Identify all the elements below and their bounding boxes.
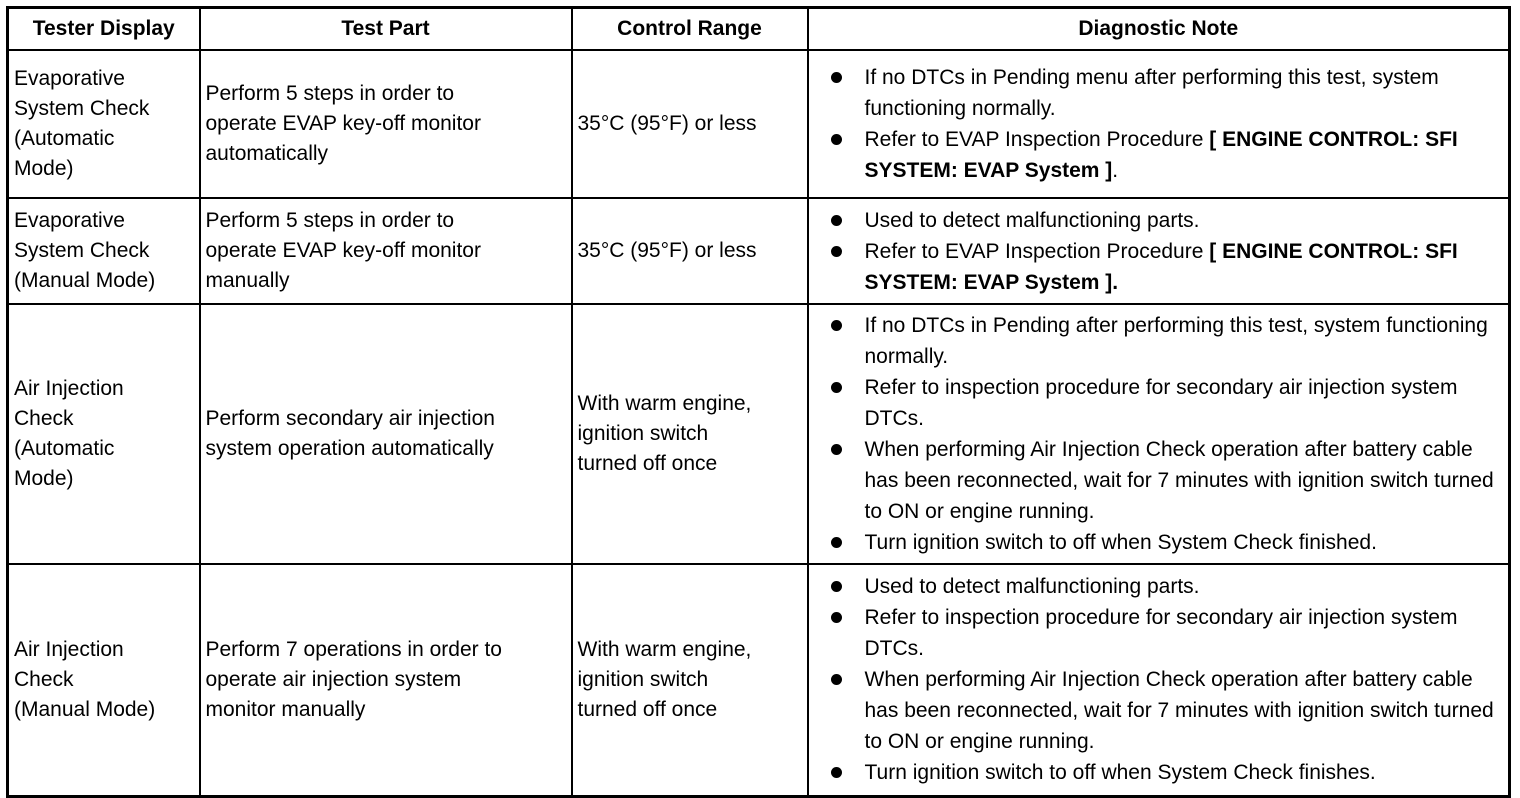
test-part-cell	[200, 304, 572, 564]
test-part-cell	[200, 198, 572, 304]
test-part-cell-line: automatically	[205, 142, 329, 165]
tester-display-cell-line: Evaporative	[14, 209, 125, 232]
note-item	[831, 571, 1503, 602]
diagnostic-note-cell	[808, 50, 1510, 198]
test-part-cell-line: Perform secondary air injection	[205, 407, 495, 430]
note-text: When performing Air Injection Check operation after battery cable has been reconnected, wait for 7 minutes with ignition switch turned to ON or engine running.	[864, 668, 1494, 754]
diagnostic-note-cell	[808, 198, 1510, 304]
bullet-icon	[831, 72, 842, 83]
test-part-cell-line: Perform 5 steps in order to	[205, 209, 455, 232]
bullet-icon	[831, 134, 842, 145]
control-range-cell-line: turned off once	[577, 697, 718, 721]
tester-display-cell-line: (Automatic	[14, 127, 115, 150]
note-item	[831, 757, 1503, 788]
note-text: If no DTCs in Pending menu after performing this test, system functioning normally.	[864, 66, 1439, 120]
test-part-cell	[200, 50, 572, 198]
note-item	[831, 602, 1503, 664]
table-row	[8, 564, 1510, 796]
bullet-icon	[831, 246, 842, 257]
tester-display-cell-line: Check	[14, 667, 74, 691]
tester-display-cell-line: Air Injection	[14, 637, 124, 661]
table-row	[8, 304, 1510, 564]
tester-display-cell-line: System Check	[14, 97, 150, 120]
note-item	[831, 62, 1503, 124]
tester-display-cell-line: Check	[14, 407, 74, 430]
bullet-icon	[831, 537, 842, 548]
note-item	[831, 434, 1503, 527]
tester-display-cell-line: Mode)	[14, 157, 74, 180]
note-text: Refer to inspection procedure for secondary air injection system DTCs.	[864, 606, 1458, 661]
note-list	[831, 205, 1503, 298]
note-text: Refer to EVAP Inspection Procedure	[864, 128, 1210, 151]
test-part-cell-line: system operation automatically	[205, 437, 494, 460]
header-control-range: Control Range	[572, 8, 808, 51]
note-text: Used to detect malfunctioning parts.	[864, 208, 1200, 232]
bullet-icon	[831, 215, 842, 226]
note-text: Turn ignition switch to off when System Check finishes.	[864, 761, 1376, 785]
test-part-cell-line: monitor manually	[205, 697, 366, 721]
tester-table	[6, 6, 1511, 798]
tester-display-cell	[8, 50, 200, 198]
tester-display-cell	[8, 304, 200, 564]
table-row	[8, 50, 1510, 198]
note-item	[831, 310, 1503, 372]
note-list	[831, 310, 1503, 558]
control-range-cell-line: turned off once	[577, 452, 718, 475]
note-reference: [ ENGINE CONTROL: SFI SYSTEM: EVAP System ]	[864, 128, 1458, 182]
note-item	[831, 664, 1503, 757]
note-text: Refer to EVAP Inspection Procedure	[864, 239, 1210, 263]
note-reference: [ ENGINE CONTROL: SFI SYSTEM: EVAP System ].	[864, 239, 1458, 294]
note-item	[831, 372, 1503, 434]
header-row	[8, 8, 1510, 51]
control-range-cell	[572, 198, 808, 304]
tester-display-cell-line: Mode)	[14, 467, 74, 490]
control-range-cell	[572, 50, 808, 198]
test-part-cell-line: operate air injection system	[205, 667, 462, 691]
bullet-icon	[831, 320, 842, 331]
tester-display-cell-line: Air Injection	[14, 377, 124, 400]
control-range-cell	[572, 564, 808, 796]
note-item	[831, 124, 1503, 186]
note-tail: .	[1112, 159, 1119, 182]
test-part-cell-line: manually	[205, 269, 290, 292]
note-text: If no DTCs in Pending after performing this test, system functioning normally.	[864, 314, 1488, 368]
tester-display-cell-line: (Manual Mode)	[14, 269, 156, 292]
bullet-icon	[831, 581, 842, 592]
document-page	[6, 6, 1511, 798]
header-test-part: Test Part	[200, 8, 572, 51]
tester-display-cell-line: Evaporative	[14, 67, 125, 90]
control-range-cell-line: ignition switch	[577, 667, 709, 691]
note-text: Used to detect malfunctioning parts.	[864, 575, 1200, 599]
bullet-icon	[831, 674, 842, 685]
tester-display-cell	[8, 198, 200, 304]
header-diagnostic-note: Diagnostic Note	[808, 8, 1510, 51]
diagnostic-note-cell	[808, 564, 1510, 796]
bullet-icon	[831, 382, 842, 393]
test-part-cell-line: operate EVAP key-off monitor	[205, 112, 481, 135]
note-text: When performing Air Injection Check operation after battery cable has been reconnected, wait for 7 minutes with ignition switch turned to ON or engine running.	[864, 438, 1494, 523]
tester-display-cell-line: System Check	[14, 239, 150, 262]
note-list	[831, 571, 1503, 788]
table-row	[8, 198, 1510, 304]
bullet-icon	[831, 612, 842, 623]
note-item	[831, 205, 1503, 236]
note-list	[831, 62, 1503, 186]
bullet-icon	[831, 444, 842, 455]
tester-display-cell-line: (Automatic	[14, 437, 115, 460]
note-item	[831, 527, 1503, 558]
test-part-cell-line: Perform 7 operations in order to	[205, 637, 502, 661]
note-item	[831, 236, 1503, 298]
tester-display-cell	[8, 564, 200, 796]
bullet-icon	[831, 767, 842, 778]
note-text: Turn ignition switch to off when System Check finished.	[864, 531, 1377, 554]
control-range-cell-line: ignition switch	[577, 422, 709, 445]
control-range-cell	[572, 304, 808, 564]
tester-display-cell-line: (Manual Mode)	[14, 697, 156, 721]
test-part-cell-line: Perform 5 steps in order to	[205, 82, 455, 105]
diagnostic-note-cell	[808, 304, 1510, 564]
test-part-cell-line: operate EVAP key-off monitor	[205, 239, 481, 262]
control-range-cell-line: With warm engine,	[577, 637, 752, 661]
test-part-cell	[200, 564, 572, 796]
control-range-cell-line: 35°C (95°F) or less	[577, 239, 757, 262]
control-range-cell-line: With warm engine,	[577, 392, 752, 415]
control-range-cell-line: 35°C (95°F) or less	[577, 112, 757, 135]
note-text: Refer to inspection procedure for secondary air injection system DTCs.	[864, 376, 1458, 430]
header-tester-display: Tester Display	[8, 8, 200, 51]
